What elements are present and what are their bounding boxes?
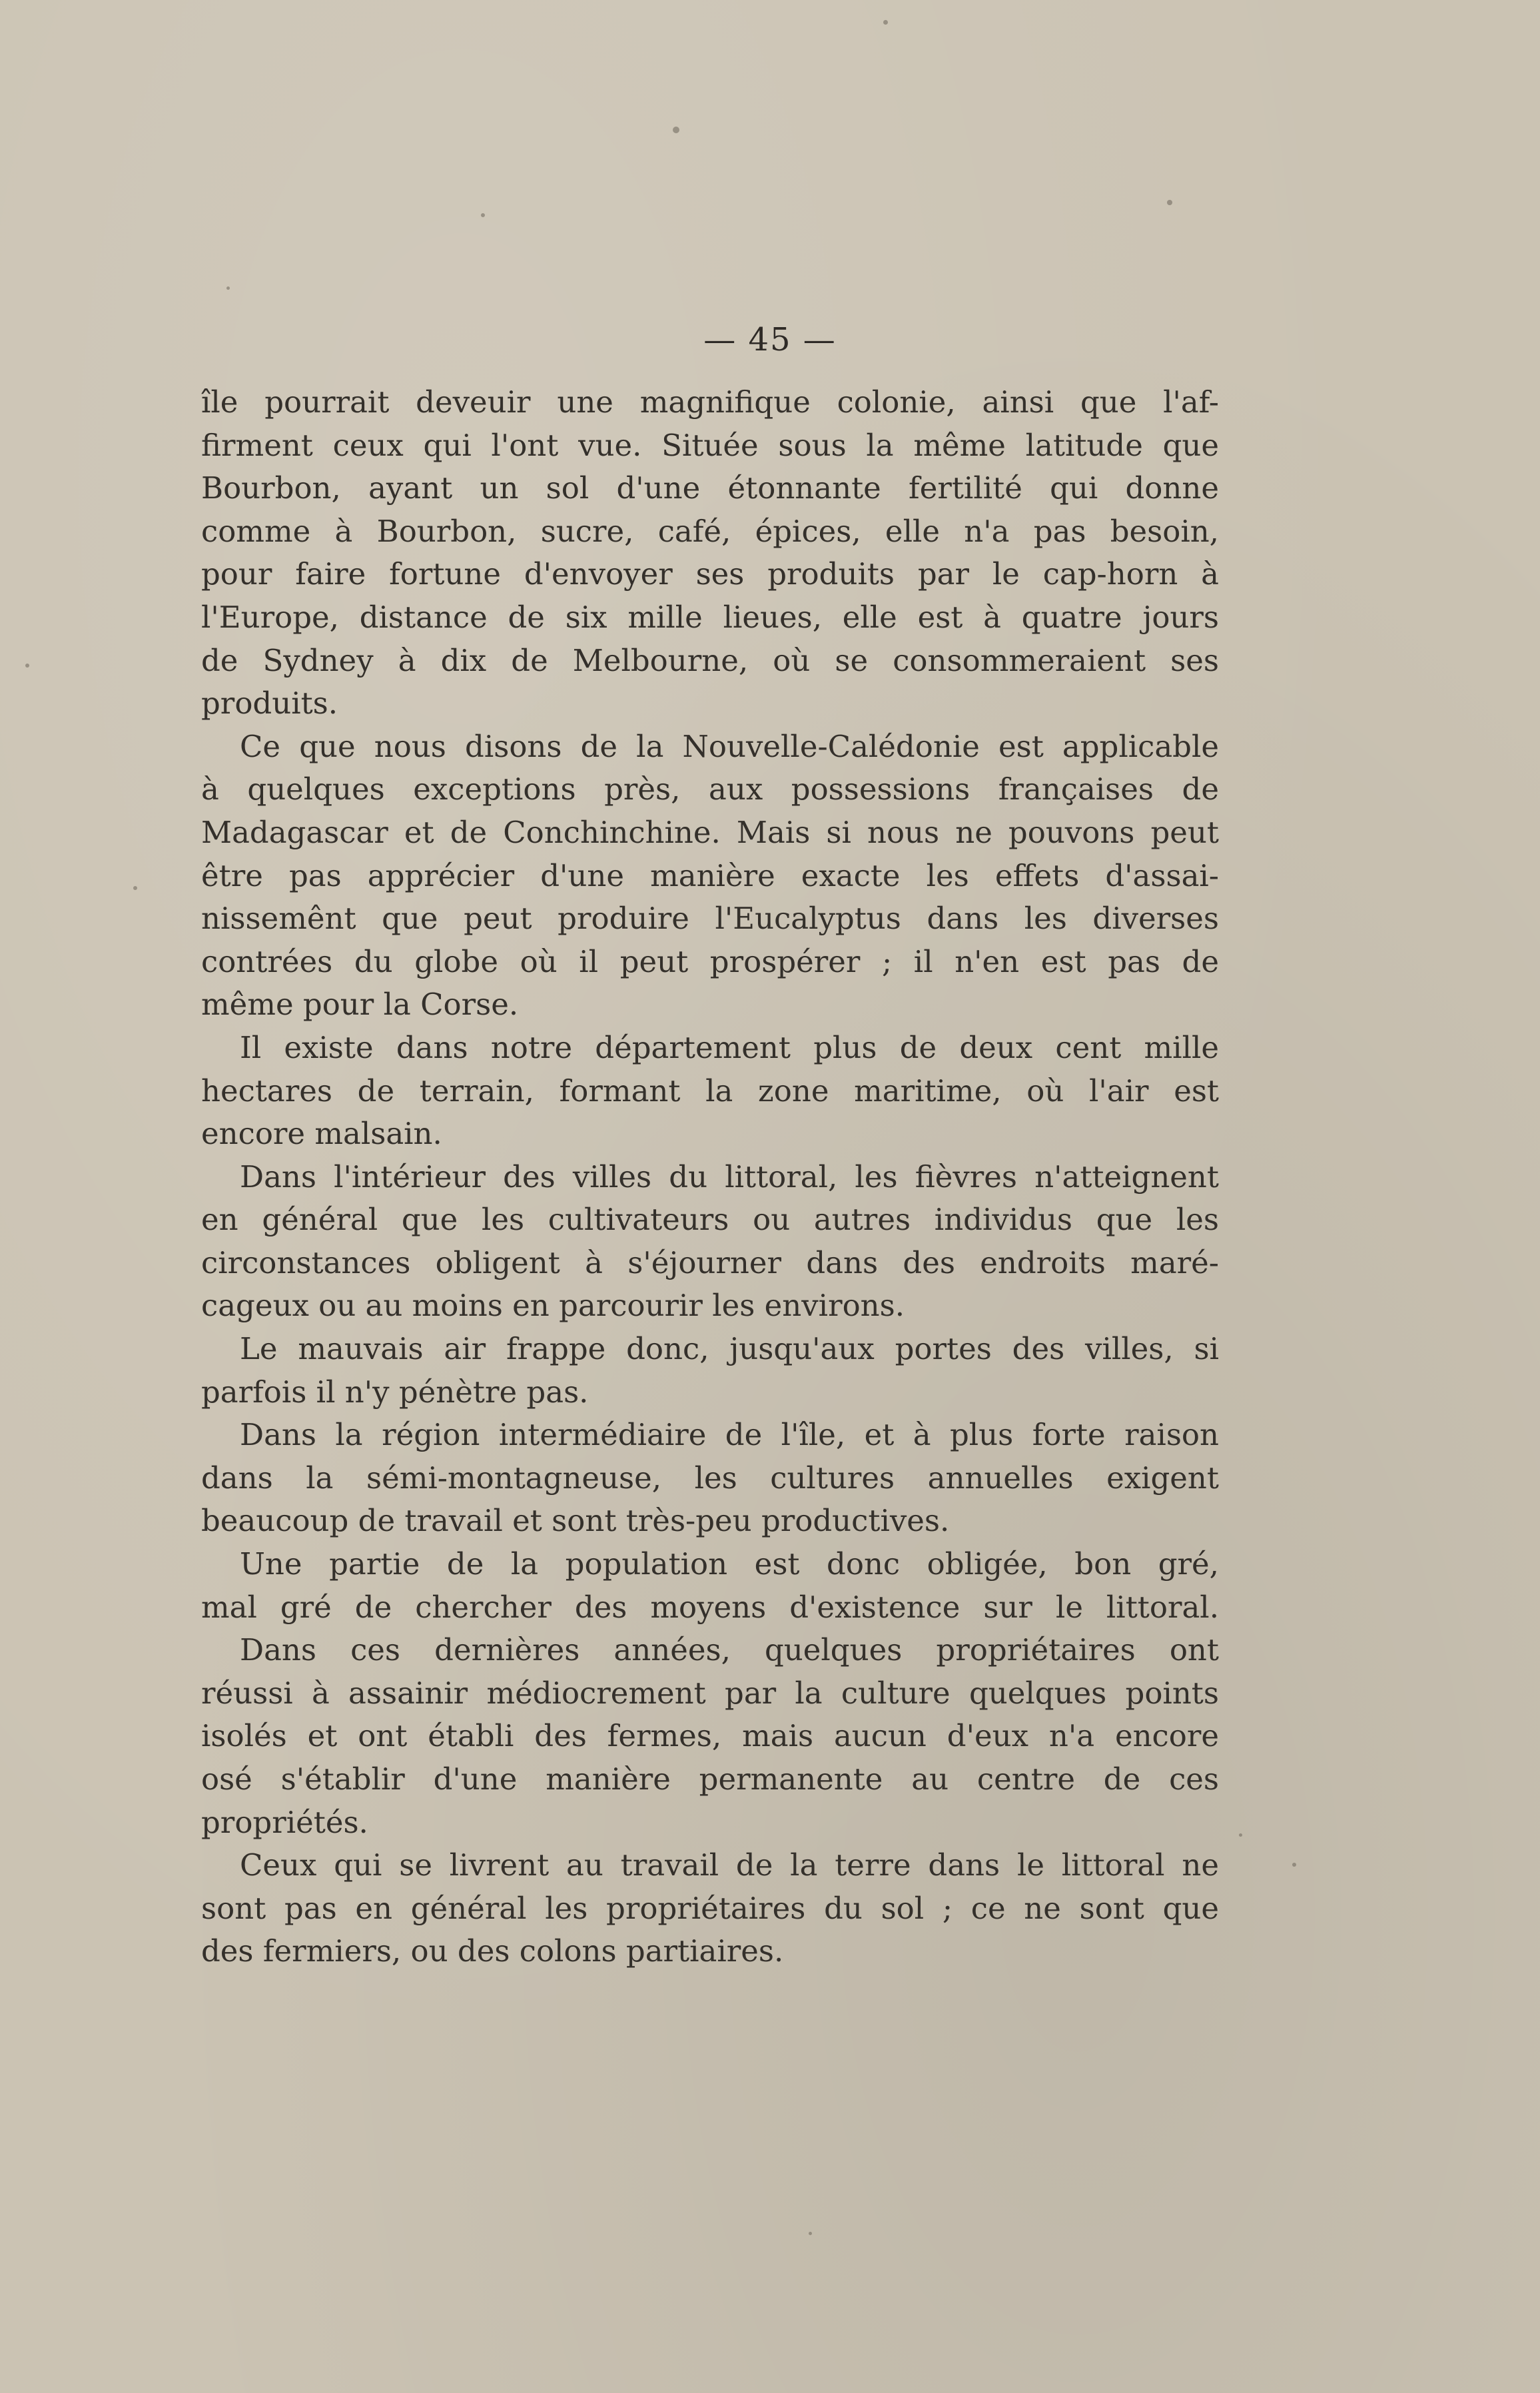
text-line: Le mauvais air frappe donc, jusqu'aux portes des villes, si <box>240 1331 1219 1367</box>
body-text <box>201 381 1219 1973</box>
paper-speck <box>1239 1833 1242 1837</box>
paper-speck <box>481 213 485 217</box>
text-line: Madagascar et de Conchinchine. Mais si nous ne pouvons peut <box>201 814 1219 850</box>
text-line: Dans ces dernières années, quelques propriétaires ont <box>240 1632 1219 1668</box>
text-line: Ce que nous disons de la Nouvelle-Calédonie est applicable <box>240 728 1219 764</box>
text-line: être pas apprécier d'une manière exacte les effets d'assai- <box>201 857 1219 893</box>
paper-speck <box>673 127 679 133</box>
paper-speck <box>1292 1863 1296 1867</box>
text-line: pour faire fortune d'envoyer ses produits par le cap-horn à <box>201 556 1219 592</box>
text-line: île pourrait deveuir une magnifique colonie, ainsi que l'af- <box>201 384 1219 420</box>
text-line: réussi à assainir médiocrement par la culture quelques points <box>201 1675 1219 1711</box>
text-line: mal gré de chercher des moyens d'existence sur le littoral. <box>201 1589 1219 1625</box>
text-line: à quelques exceptions près, aux possessions françaises de <box>201 771 1219 807</box>
text-line: hectares de terrain, formant la zone maritime, où l'air est <box>201 1073 1219 1109</box>
text-line: en général que les cultivateurs ou autres individus que les <box>201 1202 1219 1238</box>
text-line: firment ceux qui l'ont vue. Située sous la même latitude que <box>201 427 1219 463</box>
text-line: Ceux qui se livrent au travail de la terre dans le littoral ne <box>240 1847 1219 1883</box>
text-line: encore malsain. <box>201 1116 442 1152</box>
text-line: contrées du globe où il peut prospérer ; il n'en est pas de <box>201 943 1219 979</box>
text-line: Une partie de la population est donc obligée, bon gré, <box>240 1546 1219 1582</box>
text-line: Bourbon, ayant un sol d'une étonnante fertilité qui donne <box>201 470 1219 506</box>
text-line: même pour la Corse. <box>201 987 519 1023</box>
paper-speck <box>809 2232 812 2235</box>
text-line: osé s'établir d'une manière permanente au centre de ces <box>201 1761 1219 1797</box>
text-line: Dans l'intérieur des villes du littoral, les fièvres n'atteignent <box>240 1159 1219 1195</box>
text-line: de Sydney à dix de Melbourne, où se consommeraient ses <box>201 642 1219 678</box>
paper-speck <box>1167 200 1172 205</box>
text-line: produits. <box>201 686 338 721</box>
text-line: propriétés. <box>201 1804 368 1840</box>
text-line: nissemênt que peut produire l'Eucalyptus dans les diverses <box>201 901 1219 937</box>
text-line: circonstances obligent à s'éjourner dans des endroits maré- <box>201 1244 1219 1280</box>
paper-speck <box>133 886 137 890</box>
page-number: — 45 — <box>703 321 837 358</box>
text-line: Dans la région intermédiaire de l'île, et à plus forte raison <box>240 1417 1219 1453</box>
text-line: cageux ou au moins en parcourir les environs. <box>201 1288 905 1324</box>
text-line: isolés et ont établi des fermes, mais aucun d'eux n'a encore <box>201 1718 1219 1754</box>
text-line: beaucoup de travail et sont très-peu productives. <box>201 1503 950 1539</box>
text-line: dans la sémi-montagneuse, les cultures annuelles exigent <box>201 1460 1219 1496</box>
paper-speck <box>226 286 230 290</box>
text-line: des fermiers, ou des colons partiaires. <box>201 1933 784 1969</box>
text-line: comme à Bourbon, sucre, café, épices, elle n'a pas besoin, <box>201 513 1219 549</box>
paper-speck <box>883 20 888 25</box>
text-line: Il existe dans notre département plus de deux cent mille <box>240 1029 1219 1065</box>
text-line: sont pas en général les propriétaires du sol ; ce ne sont que <box>201 1890 1219 1926</box>
text-line: parfois il n'y pénètre pas. <box>201 1374 589 1410</box>
text-line: l'Europe, distance de six mille lieues, elle est à quatre jours <box>201 599 1219 635</box>
paper-speck <box>25 664 29 668</box>
